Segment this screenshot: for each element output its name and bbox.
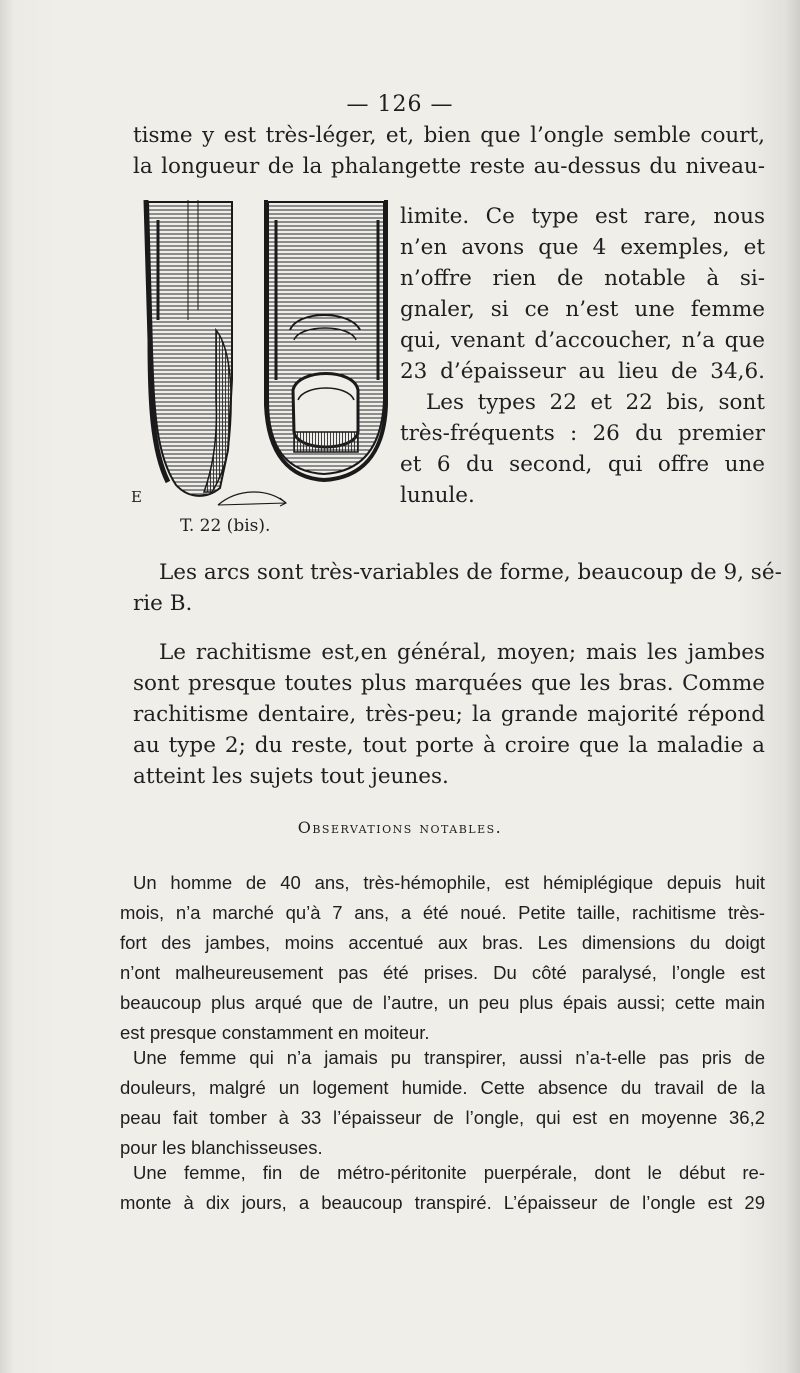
text-line: Le rachitisme est,en général, moyen; mais les jambes: [159, 640, 765, 665]
text-line: Un homme de 40 ans, très-hémophile, est hémiplégique depuis huit: [133, 872, 765, 893]
text-line: qui, venant d’accoucher, n’a que: [400, 328, 765, 353]
text-line: est presque constamment en moiteur.: [120, 1022, 430, 1043]
text-line: n’offre rien de notable à si-: [400, 266, 765, 291]
observation-2: [120, 1043, 765, 1163]
intro-paragraph: [133, 120, 765, 182]
finger-nail-illustration: [128, 200, 390, 550]
text-line: Une femme qui n’a jamais pu transpirer, aussi n’a-t-elle pas pris de: [133, 1047, 765, 1068]
text-line: limite. Ce type est rare, nous: [400, 204, 765, 229]
text-line: et 6 du second, qui offre une: [400, 452, 765, 477]
text-line: au type 2; du reste, tout porte à croire que la maladie a: [133, 733, 765, 758]
observation-3: [120, 1158, 765, 1218]
text-line: atteint les sujets tout jeunes.: [133, 764, 449, 789]
text-line: la longueur de la phalangette reste au-dessus du niveau-: [133, 154, 765, 179]
front-view-finger: [266, 200, 386, 480]
page-number: — 126 —: [346, 92, 454, 117]
side-paragraph: [400, 201, 765, 511]
text-line: lunule.: [400, 483, 475, 508]
section-heading: Observations notables.: [297, 818, 503, 837]
text-line: rie B.: [133, 591, 193, 616]
text-line: Les types 22 et 22 bis, sont: [426, 390, 765, 415]
text-line: pour les blanchisseuses.: [120, 1137, 323, 1158]
rachitisme-paragraph: [133, 637, 765, 792]
text-line: gnaler, si ce n’est une femme: [400, 297, 765, 322]
text-line: sont presque toutes plus marquées que les bras. Comme: [133, 671, 765, 696]
text-line: mois, n’a marché qu’à 7 ans, a été noué. Petite taille, rachitisme très-: [120, 902, 765, 923]
arcs-paragraph: [133, 557, 782, 619]
figure-letter: E: [131, 488, 142, 506]
text-line: beaucoup plus arqué que de l’autre, un peu plus épais aussi; cette main: [120, 992, 765, 1013]
text-line: Une femme, fin de métro-péritonite puerpérale, dont le début re-: [133, 1162, 765, 1183]
text-line: peau fait tomber à 33 l’épaisseur de l’ongle, qui est en moyenne 36,2: [120, 1107, 765, 1128]
text-line: monte à dix jours, a beaucoup transpiré. L’épaisseur de l’ongle est 29: [120, 1192, 765, 1213]
text-line: Les arcs sont très-variables de forme, beaucoup de 9, sé-: [159, 560, 782, 585]
figure-caption: T. 22 (bis).: [180, 516, 271, 536]
text-line: rachitisme dentaire, très-peu; la grande majorité répond: [133, 702, 765, 727]
text-line: douleurs, malgré un logement humide. Cette absence du travail de la: [120, 1077, 765, 1098]
text-line: n’ont malheureusement pas été prises. Du côté paralysé, l’ongle est: [120, 962, 765, 983]
text-line: n’en avons que 4 exemples, et: [400, 235, 765, 260]
text-line: tisme y est très-léger, et, bien que l’ongle semble court,: [133, 123, 765, 148]
text-line: fort des jambes, moins accentué aux bras. Les dimensions du doigt: [120, 932, 765, 953]
side-view-finger: [146, 200, 232, 496]
observation-1: [120, 868, 765, 1048]
text-line: très-fréquents : 26 du premier: [400, 421, 765, 446]
text-line: 23 d’épaisseur au lieu de 34,6.: [400, 359, 765, 384]
